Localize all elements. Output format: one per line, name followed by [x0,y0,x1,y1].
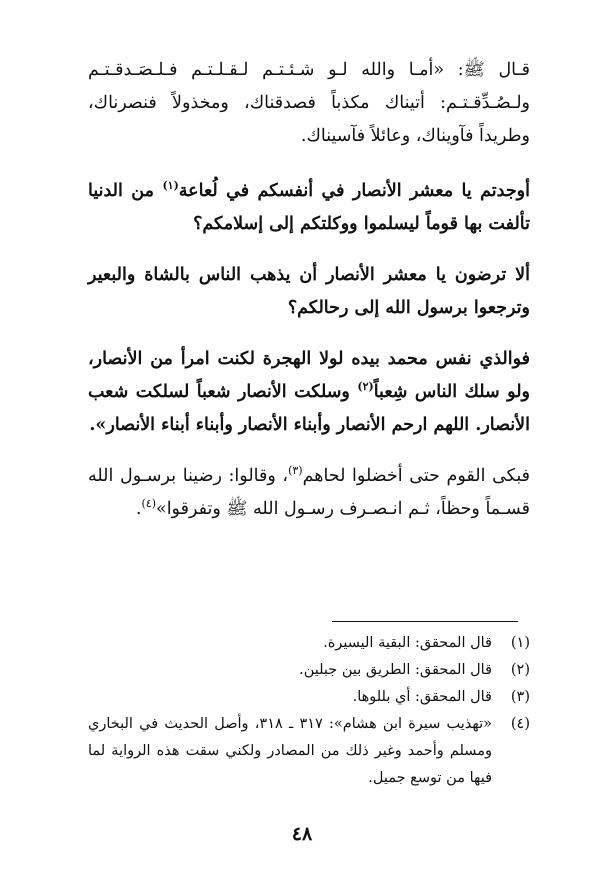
paragraph-satisfaction [88,259,530,325]
paragraph-text: فوالذي نفس محمد بيده لولا الهجرة لكنت امرأ من الأنصار، ولو سلك الناس شِعباً [88,349,531,402]
paragraph-prophet-speech [88,54,530,153]
footnote-divider [332,621,518,622]
paragraph-text: . [135,499,142,519]
footnote-item [88,684,530,711]
footnote-marker[interactable]: (١) [162,179,179,193]
paragraph-question [88,175,530,241]
footnote-number: (١) [510,635,530,651]
footnote-item [88,657,530,684]
main-text [88,48,530,526]
footnote-text: قال المحقق: أي بللوها. [352,689,492,705]
paragraph-text: فبكى القوم حتى أخضلوا لحاهم [302,466,530,486]
footnote-text: قال المحقق: البقية اليسيرة. [323,635,492,651]
footnote-number: (٤) [510,716,530,732]
footnote-number: (٢) [510,662,530,678]
footnote-item [88,711,530,792]
paragraph-text: ألا ترضون يا معشر الأنصار أن يذهب الناس بالشاة والبعير وترجعوا برسول الله إلى رحالكم؟ [88,265,530,318]
page-number: ٤٨ [291,823,313,845]
paragraph-text: وسلكت الأنصار شعباً لسلكت شعب الأنصار. اللهم ارحم الأنصار وأبناء الأنصار وأبناء أبناء الأنصار». [88,382,530,435]
footnote-marker[interactable]: (٤) [141,497,156,511]
footnote-text: قال المحقق: الطريق بين جبلين. [299,662,492,678]
paragraph-text: أوجدتم يا معشر الأنصار في أنفسكم في لُعاعة [178,181,530,201]
footnote-text: «تهذيب سيرة ابن هشام»: ٣١٧ ـ ٣١٨، وأصل الحديث في البخاري ومسلم وأحمد وغير ذلك من المصادر ولكني سقت هذه الرواية لما فيها من توسع جميل. [88,716,493,786]
footnote-marker[interactable]: (٢) [357,380,374,394]
footnote-item [88,630,530,657]
paragraph-oath [88,343,530,442]
paragraph-text: قـال ﷺ: «أمـا والله لـو شـئـتـم لـقـلـتـم فـلـصَـدقـتـم ولـصُـدِّقـتـم: أتيناك مكذباً فصدقناك، ومخذولاً فنصرناك، وطريداً فآويناك، وعائلاً فآسيناك. [88,60,530,146]
paragraph-text: من الدنيا تألفت بها قوماً ليسلموا ووكلتكم إلى إسلامكم؟ [88,181,530,234]
footnotes [88,630,530,792]
footnote-marker[interactable]: (٣) [288,464,303,478]
paragraph-weeping [88,460,530,526]
footnote-number: (٣) [510,689,530,705]
paragraph-text: ، وقالوا: رضينا برسـول الله قسـماً وحظاً، ثـم انـصـرف رسـول الله ﷺ وتفرقوا» [88,466,530,519]
